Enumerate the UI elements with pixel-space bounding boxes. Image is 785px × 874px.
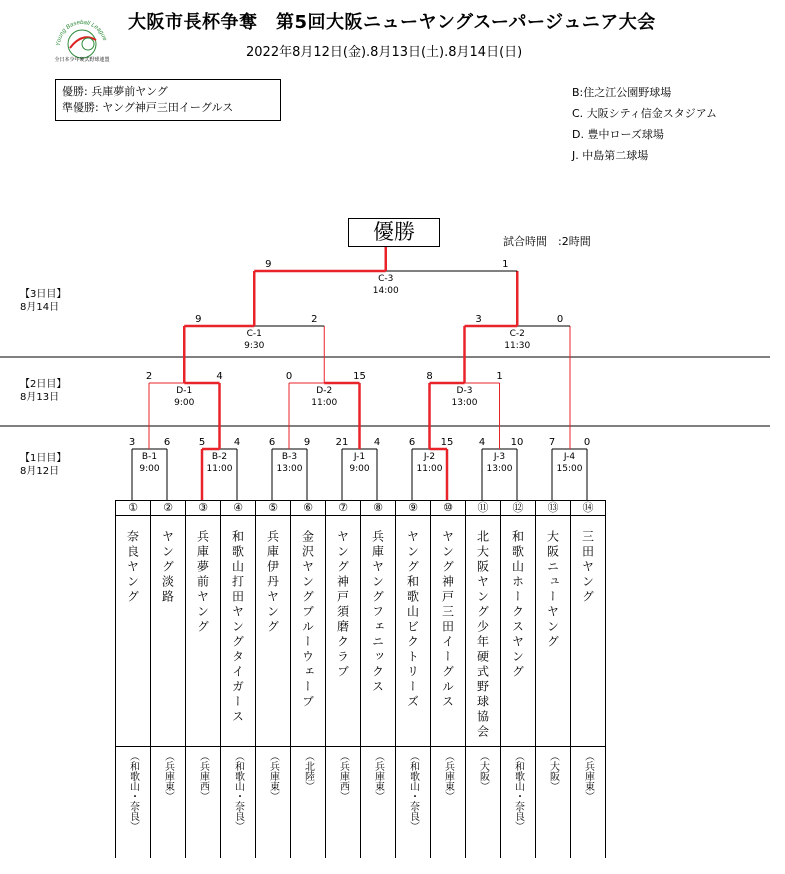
team-list [115, 500, 606, 858]
team-name: 北大阪ヤング少年硬式野球協会 [475, 530, 490, 740]
team-region: （和歌山・奈良） [116, 746, 150, 858]
team-number: ⑦ [326, 501, 360, 516]
team-region: （和歌山・奈良） [501, 746, 535, 858]
team-number: ⑥ [291, 501, 325, 516]
game-id: D-1 [176, 386, 193, 396]
score-label: 1 [496, 371, 503, 382]
team-region: （大阪） [536, 746, 570, 858]
team-region: （兵庫東） [431, 746, 465, 858]
team-column [396, 500, 431, 858]
day-date: 8月14日 [20, 302, 60, 313]
score-label: 1 [502, 259, 509, 270]
team-column [186, 500, 221, 858]
day-title: 【1日目】 [20, 453, 67, 464]
game-time: 9:00 [349, 464, 370, 474]
team-number: ④ [221, 501, 255, 516]
game-id: C-3 [378, 274, 394, 284]
score-label: 15 [440, 437, 454, 448]
score-label: 15 [353, 371, 366, 382]
game-time: 11:00 [416, 464, 443, 474]
team-name: 兵庫夢前ヤング [195, 530, 210, 635]
game-time: 9:00 [139, 464, 160, 474]
score-label: 5 [198, 437, 206, 448]
logo-caption: 全日本少年硬式野球連盟 [54, 57, 110, 63]
game-time: 13:00 [451, 398, 478, 408]
team-name: ヤング淡路 [160, 530, 175, 605]
game-id: B-3 [281, 452, 298, 462]
game-time: 11:30 [504, 341, 531, 351]
score-label: 4 [478, 437, 486, 448]
team-name: 和歌山打田ヤングタイガース [230, 530, 245, 725]
tournament-dates: 2022年8月12日(金).8月13日(土).8月14日(日) [246, 45, 523, 60]
team-column [361, 500, 396, 858]
team-region: （兵庫東） [361, 746, 395, 858]
team-region: （和歌山・奈良） [396, 746, 430, 858]
game-id: J-1 [353, 452, 366, 462]
game-time: 13:00 [486, 464, 513, 474]
logo-arc-text: Young Baseball League [55, 19, 108, 47]
team-name: 兵庫ヤングフェニックス [370, 530, 385, 695]
team-column [431, 500, 466, 858]
team-name: 大阪ニューヤング [545, 530, 560, 650]
champion-box: 優勝 [348, 218, 440, 247]
venue-item: C. 大阪シティ信金スタジアム [572, 107, 718, 120]
game-time-note: 試合時間 :2時間 [503, 235, 591, 248]
team-number: ① [116, 501, 150, 516]
team-region: （北陸） [291, 746, 325, 858]
score-label: 7 [548, 437, 556, 448]
day-date: 8月13日 [20, 392, 60, 403]
game-time: 15:00 [556, 464, 583, 474]
score-label: 9 [265, 259, 272, 270]
team-column [466, 500, 501, 858]
team-table [115, 500, 606, 858]
venue-item: B:住之江公園野球場 [572, 86, 672, 99]
team-name: ヤング神戸三田イーグルス [440, 530, 455, 710]
team-number: ⑩ [431, 501, 465, 516]
team-name: ヤング神戸須磨クラブ [335, 530, 350, 680]
team-region: （兵庫東） [256, 746, 290, 858]
score-label: 9 [303, 437, 311, 448]
team-name: 和歌山ホークスヤング [510, 530, 525, 680]
team-column [221, 500, 256, 858]
game-id: J-2 [423, 452, 436, 462]
score-label: 6 [163, 437, 171, 448]
score-label: 0 [556, 314, 564, 325]
team-column [151, 500, 186, 858]
game-id: C-2 [509, 329, 525, 339]
score-label: 9 [195, 314, 202, 325]
score-label: 4 [216, 371, 223, 382]
score-label: 0 [285, 371, 293, 382]
team-number: ⑬ [536, 501, 570, 516]
game-id: C-1 [246, 329, 262, 339]
team-column [116, 500, 151, 858]
game-time: 11:00 [311, 398, 338, 408]
game-id: B-1 [141, 452, 158, 462]
venue-item: D. 豊中ローズ球場 [572, 128, 664, 141]
team-name: 三田ヤング [580, 530, 595, 605]
game-time: 11:00 [206, 464, 233, 474]
team-number: ⑨ [396, 501, 430, 516]
team-column [536, 500, 571, 858]
game-time: 9:30 [244, 341, 265, 351]
team-number: ② [151, 501, 185, 516]
team-number: ⑪ [466, 501, 500, 516]
game-id: D-2 [316, 386, 333, 396]
game-time: 14:00 [372, 286, 399, 296]
team-column [571, 500, 606, 858]
team-region: （大阪） [466, 746, 500, 858]
score-label: 6 [408, 437, 416, 448]
score-label: 4 [233, 437, 241, 448]
team-number: ⑭ [571, 501, 605, 516]
page-title: 大阪市長杯争奪 第5回大阪ニューヤングスーパージュニア大会 [128, 12, 656, 33]
game-id: J-4 [563, 452, 576, 462]
score-label: 6 [268, 437, 276, 448]
score-label: 2 [145, 371, 153, 382]
team-number: ⑤ [256, 501, 290, 516]
team-region: （兵庫東） [571, 746, 605, 858]
score-label: 0 [583, 437, 591, 448]
game-id: D-3 [456, 386, 473, 396]
team-column [501, 500, 536, 858]
team-number: ⑧ [361, 501, 395, 516]
team-region: （兵庫西） [326, 746, 360, 858]
team-number: ③ [186, 501, 220, 516]
team-column [256, 500, 291, 858]
team-region: （兵庫東） [151, 746, 185, 858]
team-column [326, 500, 361, 858]
team-name: 金沢ヤングブルーウェーブ [300, 530, 315, 710]
score-label: 3 [475, 314, 482, 325]
game-id: B-2 [211, 452, 228, 462]
day-title: 【3日目】 [20, 289, 67, 300]
team-name: 兵庫伊丹ヤング [265, 530, 280, 635]
team-name: ヤング和歌山ビクトリーズ [405, 530, 420, 710]
venue-item: J. 中島第二球場 [572, 149, 649, 162]
score-label: 4 [373, 437, 381, 448]
team-column [291, 500, 326, 858]
day-title: 【2日目】 [20, 379, 67, 390]
score-label: 8 [426, 371, 433, 382]
runner-up-line: 準優勝: ヤング神戸三田イーグルス [62, 101, 234, 114]
team-number: ⑫ [501, 501, 535, 516]
game-time: 13:00 [276, 464, 303, 474]
team-region: （和歌山・奈良） [221, 746, 255, 858]
score-label: 10 [510, 437, 524, 448]
score-label: 2 [311, 314, 318, 325]
team-region: （兵庫西） [186, 746, 220, 858]
winner-line: 優勝: 兵庫夢前ヤング [62, 85, 168, 98]
day-date: 8月12日 [20, 466, 60, 477]
team-name: 奈良ヤング [125, 530, 140, 605]
score-label: 21 [335, 437, 349, 448]
score-label: 3 [128, 437, 136, 448]
game-id: J-3 [493, 452, 506, 462]
game-time: 9:00 [174, 398, 195, 408]
